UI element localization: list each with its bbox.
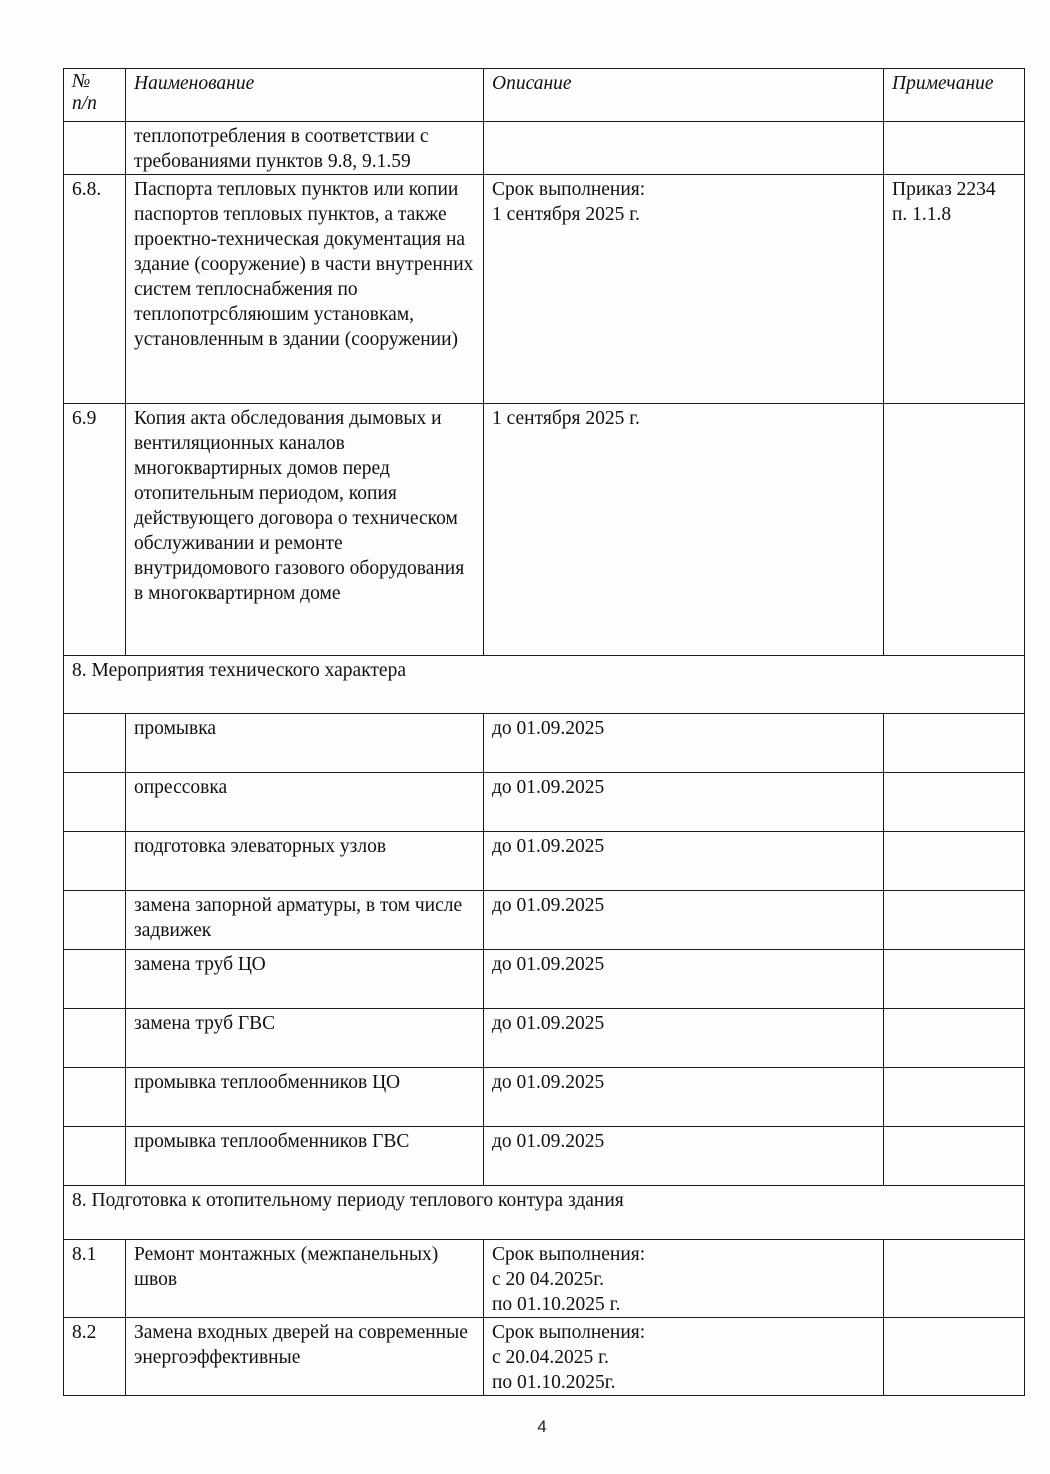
cell-note <box>884 714 1025 773</box>
cell-number: 8.1 <box>64 1240 126 1318</box>
cell-note <box>884 1009 1025 1068</box>
cell-name: Ремонт монтажных (межпанельных) швов <box>126 1240 484 1318</box>
cell-note <box>884 1127 1025 1186</box>
cell-description: до 01.09.2025 <box>484 891 884 950</box>
table-row <box>64 950 1025 1009</box>
table-row <box>64 832 1025 891</box>
cell-description: Срок выполнения: с 20.04.2025 г. по 01.10.2025г. <box>484 1318 884 1396</box>
table-row <box>64 175 1025 404</box>
section-heading: 8. Мероприятия технического характера <box>64 656 1025 714</box>
cell-name: промывка <box>126 714 484 773</box>
cell-number <box>64 1127 126 1186</box>
cell-note <box>884 773 1025 832</box>
cell-description: до 01.09.2025 <box>484 950 884 1009</box>
section-heading: 8. Подготовка к отопительному периоду теплового контура здания <box>64 1186 1025 1240</box>
table-header-row <box>64 69 1025 122</box>
cell-name: замена запорной арматуры, в том числе задвижек <box>126 891 484 950</box>
header-note: Примечание <box>884 69 1025 122</box>
cell-number <box>64 714 126 773</box>
requirements-table <box>63 68 1025 1396</box>
cell-note <box>884 832 1025 891</box>
cell-name: Паспорта тепловых пунктов или копии паспортов тепловых пунктов, а также проектно-техническая документация на здание (сооружение) в части внутренних систем теплоснабжения по теплопотрсбляюшим установкам, установленным в здании (сооружении) <box>126 175 484 404</box>
cell-description: Срок выполнения: 1 сентября 2025 г. <box>484 175 884 404</box>
cell-name: Копия акта обследования дымовых и вентиляционных каналов многоквартирных домов перед отопительным периодом, копия действующего договора о техническом обслуживании и ремонте внутридомового газового оборудования в многоквартирном доме <box>126 404 484 656</box>
cell-note: Приказ 2234 п. 1.1.8 <box>884 175 1025 404</box>
cell-description <box>484 122 884 175</box>
cell-number: 8.2 <box>64 1318 126 1396</box>
table-row <box>64 1009 1025 1068</box>
cell-number: 6.8. <box>64 175 126 404</box>
cell-number <box>64 1068 126 1127</box>
cell-note <box>884 404 1025 656</box>
cell-description: до 01.09.2025 <box>484 714 884 773</box>
table-row <box>64 1318 1025 1396</box>
cell-name: замена труб ЦО <box>126 950 484 1009</box>
header-description: Описание <box>484 69 884 122</box>
cell-note <box>884 122 1025 175</box>
cell-note <box>884 1240 1025 1318</box>
cell-number <box>64 1009 126 1068</box>
cell-description: до 01.09.2025 <box>484 773 884 832</box>
cell-description: до 01.09.2025 <box>484 1068 884 1127</box>
table-row <box>64 1068 1025 1127</box>
page-number: 4 <box>537 1417 547 1436</box>
cell-name: промывка теплообменников ГВС <box>126 1127 484 1186</box>
table-row <box>64 714 1025 773</box>
cell-note <box>884 1318 1025 1396</box>
cell-description: Срок выполнения: с 20 04.2025г. по 01.10.2025 г. <box>484 1240 884 1318</box>
cell-name: подготовка элеваторных узлов <box>126 832 484 891</box>
cell-name: Замена входных дверей на современные энергоэффективные <box>126 1318 484 1396</box>
cell-number <box>64 773 126 832</box>
header-number: № п/п <box>64 69 126 122</box>
table-row <box>64 1240 1025 1318</box>
cell-number <box>64 950 126 1009</box>
table-row <box>64 1127 1025 1186</box>
cell-number <box>64 122 126 175</box>
cell-number <box>64 891 126 950</box>
cell-name: замена труб ГВС <box>126 1009 484 1068</box>
table-row <box>64 404 1025 656</box>
cell-note <box>884 891 1025 950</box>
cell-note <box>884 950 1025 1009</box>
header-name: Наименование <box>126 69 484 122</box>
cell-description: до 01.09.2025 <box>484 832 884 891</box>
cell-name: промывка теплообменников ЦО <box>126 1068 484 1127</box>
cell-name: теплопотребления в соответствии с требованиями пунктов 9.8, 9.1.59 <box>126 122 484 175</box>
table-row <box>64 891 1025 950</box>
table-row <box>64 122 1025 175</box>
cell-note <box>884 1068 1025 1127</box>
cell-number <box>64 832 126 891</box>
cell-name: опрессовка <box>126 773 484 832</box>
cell-number: 6.9 <box>64 404 126 656</box>
table-row <box>64 773 1025 832</box>
section-heading-row <box>64 656 1025 714</box>
section-heading-row <box>64 1186 1025 1240</box>
cell-description: до 01.09.2025 <box>484 1009 884 1068</box>
cell-description: 1 сентября 2025 г. <box>484 404 884 656</box>
cell-description: до 01.09.2025 <box>484 1127 884 1186</box>
